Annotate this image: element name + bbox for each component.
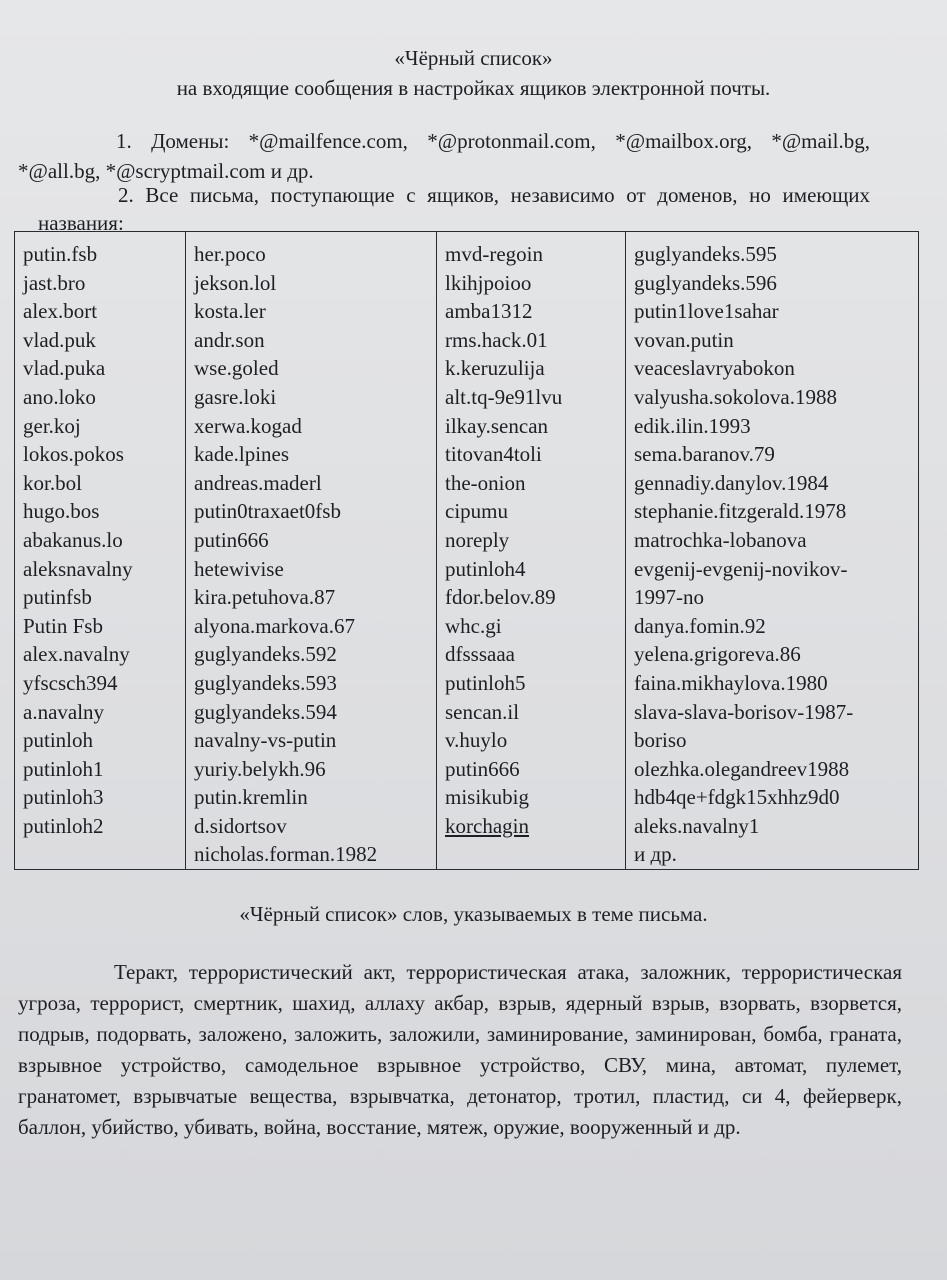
list-item: the-onion bbox=[445, 470, 526, 495]
list-item: putin1love1sahar bbox=[634, 299, 779, 324]
list-item: putinloh1 bbox=[23, 756, 104, 781]
list-item: her.poco bbox=[194, 242, 266, 266]
list-item: gasre.loki bbox=[194, 384, 277, 409]
list-item: faina.mikhaylova.1980 bbox=[634, 670, 828, 695]
list-item: sema.baranov.79 bbox=[634, 442, 775, 467]
list-item: vlad.puka bbox=[23, 356, 106, 381]
list-item: putin0traxaet0fsb bbox=[194, 499, 341, 524]
list-item: xerwa.kogad bbox=[194, 413, 302, 438]
list-item: nicholas.forman.1982 bbox=[194, 842, 378, 867]
list-item: titovan4toli bbox=[445, 442, 542, 467]
list-item: jekson.lol bbox=[194, 270, 277, 295]
list-item: aleksnavalny bbox=[23, 556, 133, 581]
list-item: yelena.grigoreva.86 bbox=[634, 642, 801, 667]
list-item: sencan.il bbox=[445, 699, 520, 724]
list-item: guglyandeks.592 bbox=[194, 642, 337, 667]
list-item: alex.bort bbox=[23, 299, 98, 324]
list-item: kosta.ler bbox=[194, 299, 266, 324]
words-blacklist-title: «Чёрный список» слов, указываемых в теме письма. bbox=[239, 902, 708, 926]
list-item: lokos.pokos bbox=[23, 442, 124, 467]
blacklist-table bbox=[14, 231, 919, 870]
list-item: alt.tq-9e91lvu bbox=[445, 384, 563, 409]
list-item: Putin Fsb bbox=[23, 613, 103, 638]
list-item: kor.bol bbox=[23, 470, 82, 495]
list-item: cipumu bbox=[445, 499, 508, 524]
list-item: abakanus.lo bbox=[23, 527, 123, 552]
list-item: и др. bbox=[634, 842, 677, 867]
list-item: yuriy.belykh.96 bbox=[194, 756, 326, 781]
list-item: fdor.belov.89 bbox=[445, 585, 556, 610]
list-item: whc.gi bbox=[445, 613, 502, 638]
list-item: noreply bbox=[445, 527, 510, 552]
table-column-3 bbox=[437, 232, 626, 870]
table-column-2 bbox=[186, 232, 437, 870]
list-item: navalny-vs-putin bbox=[194, 728, 337, 753]
list-item: putin666 bbox=[194, 527, 269, 552]
list-item: boriso bbox=[634, 728, 687, 753]
list-item: ger.koj bbox=[23, 413, 81, 438]
list-item: lkihjpoioo bbox=[445, 270, 532, 295]
list-item: a.navalny bbox=[23, 699, 105, 724]
list-item: danya.fomin.92 bbox=[634, 613, 766, 638]
list-item: kade.lpines bbox=[194, 442, 290, 467]
list-item: matrochka-lobanova bbox=[634, 527, 807, 552]
list-item: stephanie.fitzgerald.1978 bbox=[634, 499, 847, 524]
list-item: mvd-regoin bbox=[445, 242, 543, 266]
list-item: kira.petuhova.87 bbox=[194, 585, 336, 610]
list-item: 1997-no bbox=[634, 585, 704, 610]
list-item: guglyandeks.596 bbox=[634, 270, 777, 295]
list-item: andreas.maderl bbox=[194, 470, 322, 495]
list-item: hugo.bos bbox=[23, 499, 100, 524]
list-item: putinloh4 bbox=[445, 556, 526, 581]
document-subtitle: на входящие сообщения в настройках ящиков электронной почты. bbox=[176, 76, 771, 100]
list-item: edik.ilin.1993 bbox=[634, 413, 751, 438]
list-item: alex.navalny bbox=[23, 642, 130, 667]
document-title: «Чёрный список» bbox=[394, 46, 553, 70]
list-item: hdb4qe+fdgk15xhhz9d0 bbox=[634, 785, 840, 810]
list-item: wse.goled bbox=[194, 356, 279, 381]
list-item: guglyandeks.593 bbox=[194, 670, 337, 695]
words-blacklist-text: Теракт, террористический акт, террористическая атака, заложник, террористическая угроза, террорист, смертник, шахид, аллаху акбар, взрыв, ядерный взрыв, взорвать, взорвется, подрыв, подорвать, заложено, заложить, заложили, заминирование, заминирован, бомба, граната, взрывное устройство, самодельное взрывное устройство, СВУ, мина, автомат, пулемет, гранатомет, взрывчатые вещества, взрывчатка, детонатор, тротил, пластид, си 4, фейерверк, баллон, убийство, убивать, война, восстание, мятеж, оружие, вооруженный и др. bbox=[18, 960, 902, 1139]
list-item: andr.son bbox=[194, 327, 265, 352]
list-item: rms.hack.01 bbox=[445, 327, 548, 352]
table-column-4 bbox=[626, 232, 919, 870]
list-item: yfscsch394 bbox=[23, 670, 118, 695]
list-item: gennadiy.danylov.1984 bbox=[634, 470, 829, 495]
list-item: d.sidortsov bbox=[194, 813, 287, 838]
list-item: putinloh3 bbox=[23, 785, 104, 810]
list-item: putin.kremlin bbox=[194, 785, 308, 810]
list-item: slava-slava-borisov-1987- bbox=[634, 699, 854, 724]
list-item: aleks.navalny1 bbox=[634, 813, 760, 838]
list-item: putinloh5 bbox=[445, 670, 526, 695]
list-item: veaceslavryabokon bbox=[634, 356, 795, 381]
list-item: korchagin bbox=[445, 813, 529, 838]
list-item: vovan.putin bbox=[634, 327, 734, 352]
table-column-1 bbox=[15, 232, 186, 870]
list-item: putin666 bbox=[445, 756, 520, 781]
list-item: k.keruzulija bbox=[445, 356, 545, 381]
list-item: putinloh2 bbox=[23, 813, 104, 838]
list-item: v.huylo bbox=[445, 728, 508, 753]
list-item: guglyandeks.595 bbox=[634, 242, 777, 266]
list-item: putinloh bbox=[23, 728, 94, 753]
list-item: hetewivise bbox=[194, 556, 284, 581]
list-item: guglyandeks.594 bbox=[194, 699, 337, 724]
list-item: jast.bro bbox=[23, 270, 86, 295]
list-item: evgenij-evgenij-novikov- bbox=[634, 556, 848, 581]
item-mailbox-names: 2. Все письма, поступающие с ящиков, независимо от доменов, но имеющих названия: bbox=[38, 183, 870, 235]
list-item: ilkay.sencan bbox=[445, 413, 549, 438]
list-item: olezhka.olegandreev1988 bbox=[634, 756, 850, 781]
list-item: dfsssaaa bbox=[445, 642, 515, 667]
list-item: alyona.markova.67 bbox=[194, 613, 355, 638]
list-item: valyusha.sokolova.1988 bbox=[634, 384, 837, 409]
list-item: amba1312 bbox=[445, 299, 533, 324]
list-item: misikubig bbox=[445, 785, 530, 810]
list-item: putin.fsb bbox=[23, 242, 98, 266]
item-domains: 1. Домены: *@mailfence.com, *@protonmail.com, *@mailbox.org, *@mail.bg, *@all.bg, *@scryptmail.com и др. bbox=[18, 129, 870, 183]
list-item: putinfsb bbox=[23, 585, 92, 610]
list-item: ano.loko bbox=[23, 384, 96, 409]
list-item: vlad.puk bbox=[23, 327, 96, 352]
